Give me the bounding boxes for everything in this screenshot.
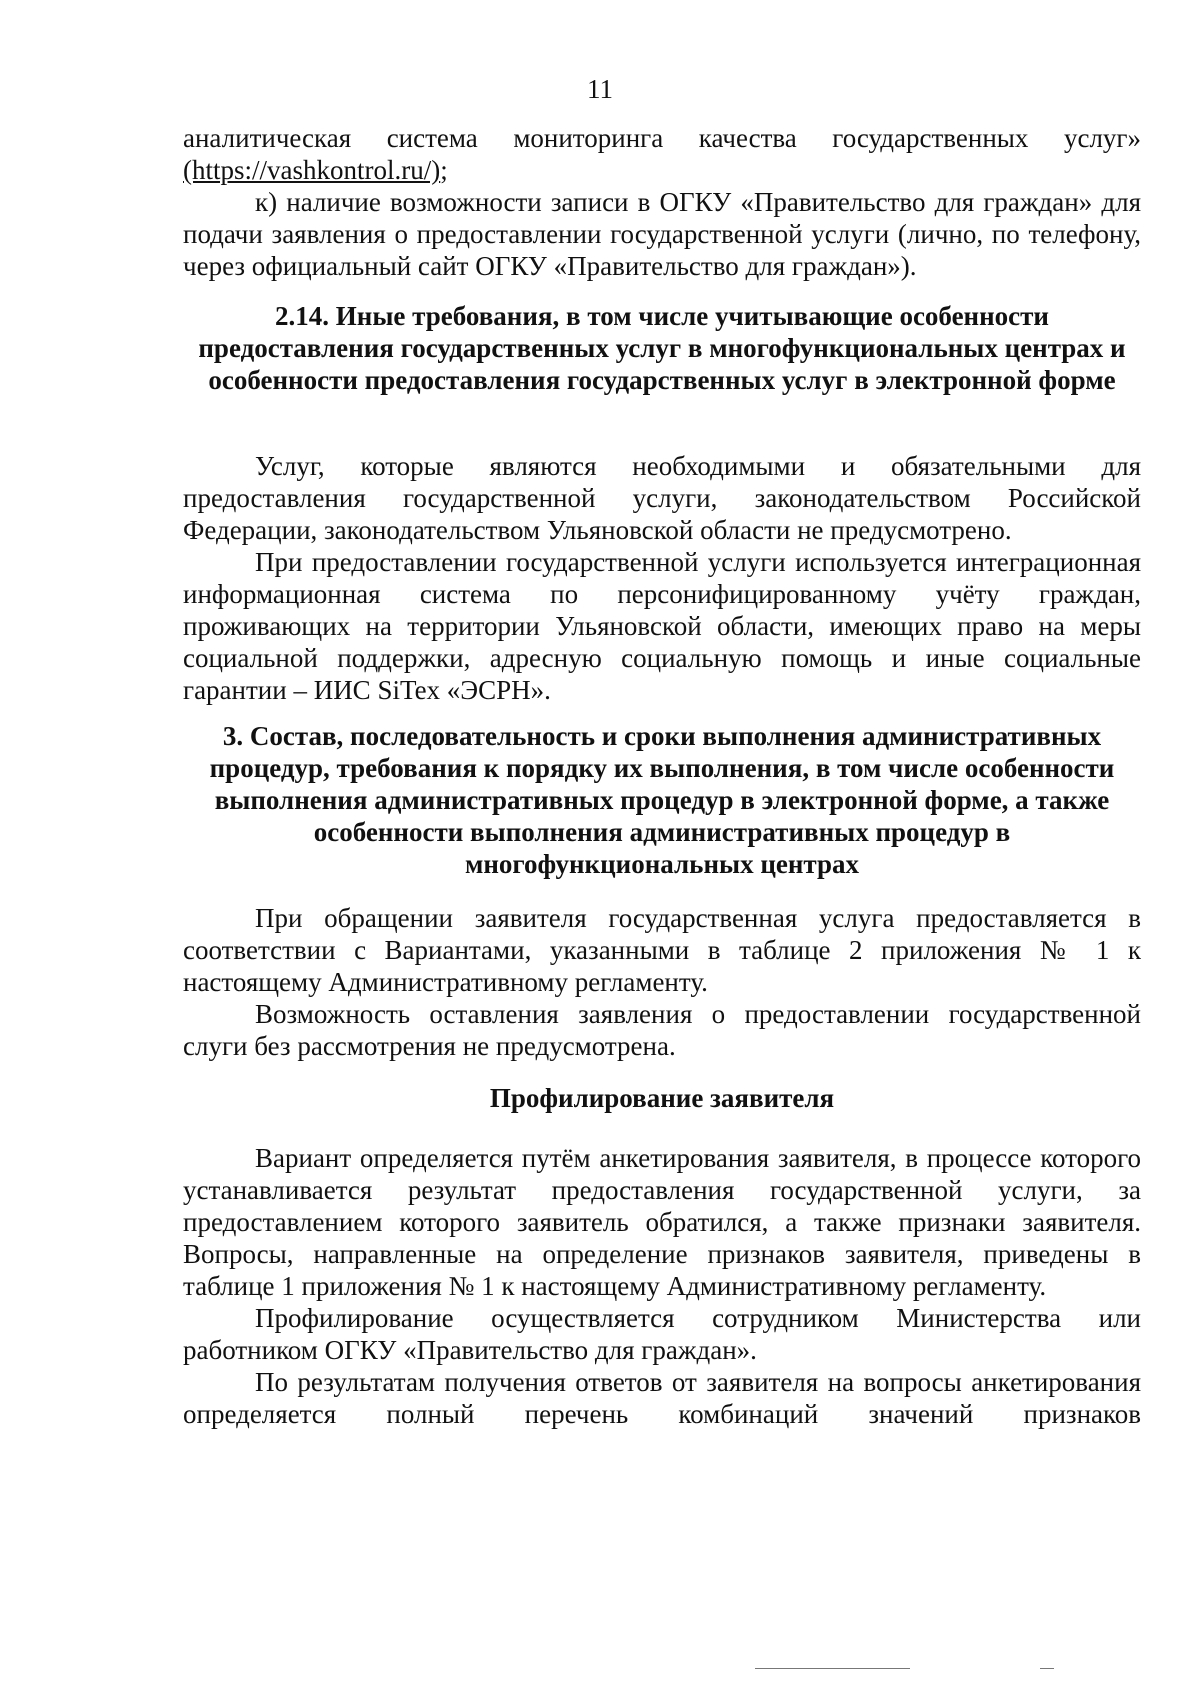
paragraph-questionnaire: Вариант определяется путём анкетирования заявителя, в процессе которого устанавливается результат предоставления государственной услуги, за предоставлением которого заявитель обратился, а также признаки заявителя. Вопросы, направленные на определение признаков заявителя, приведены в таблице 1 приложения № 1 к настоящему Административному регламенту.: [183, 1143, 1141, 1301]
paragraph-item-k: к) наличие возможности записи в ОГКУ «Правительство для граждан» для подачи заявления о предоставлении государственной услуги (лично, по телефону, через официальный сайт ОГКУ «Правительство для граждан»).: [183, 187, 1141, 281]
section-2-14-body: [183, 450, 1141, 706]
section-heading-profiling: Профилирование заявителя: [489, 1083, 835, 1113]
footer-rule-short: [1040, 1668, 1054, 1669]
paragraph-services: Услуг, которые являются необходимыми и обязательными для предоставления государственной услуги, законодательством Российской Федерации, законодательством Ульяновской области не предусмотрено.: [183, 451, 1141, 545]
paragraph-continuation: аналитическая система мониторинга качества государственных услуг»: [183, 123, 1141, 153]
section-2-14-heading-block: [183, 300, 1141, 396]
paragraph-profiling-staff: Профилирование осуществляется сотрудником Министерства или работником ОГКУ «Правительство для граждан».: [183, 1303, 1141, 1365]
footer-rule: [755, 1668, 910, 1669]
paragraph-combinations: По результатам получения ответов от заявителя на вопросы анкетирования определяется полный перечень комбинаций значений признаков: [183, 1367, 1141, 1429]
paragraph-link-line: (https://vashkontrol.ru/);: [183, 155, 448, 185]
profiling-body: [183, 1142, 1141, 1430]
paragraph-no-review: Возможность оставления заявления о предоставлении государственной слуги без рассмотрения не предусмотрена.: [183, 999, 1141, 1061]
section-heading-2-14: 2.14. Иные требования, в том числе учитывающие особенности предоставления государственных услуг в многофункциональных центрах и особенности предоставления государственных услуг в электронной форме: [198, 301, 1126, 395]
profiling-heading-block: [183, 1082, 1141, 1114]
paragraph-information-system: При предоставлении государственной услуги используется интеграционная информационная система по персонифицированному учёту граждан, проживающих на территории Ульяновской области, имеющих право на меры социальной поддержки, адресную социальную помощь и иные социальные гарантии – ИИС SiTex «ЭСРН».: [183, 547, 1141, 705]
top-continuation: [183, 122, 1141, 282]
vashkontrol-link[interactable]: (https://vashkontrol.ru/): [183, 155, 441, 185]
section-3-heading-block: [183, 720, 1141, 880]
section-3-body: [183, 902, 1141, 1062]
page-number: 11: [587, 74, 613, 104]
paragraph-variants: При обращении заявителя государственная услуга предоставляется в соответствии с Вариантами, указанными в таблице 2 приложения № 1 к настоящему Административному регламенту.: [183, 903, 1141, 997]
section-heading-3: 3. Состав, последовательность и сроки выполнения административных процедур, требования к порядку их выполнения, в том числе особенности выполнения административных процедур в электронной форме, а также особенности выполнения административных процедур в многофункциональных центрах: [209, 721, 1115, 879]
